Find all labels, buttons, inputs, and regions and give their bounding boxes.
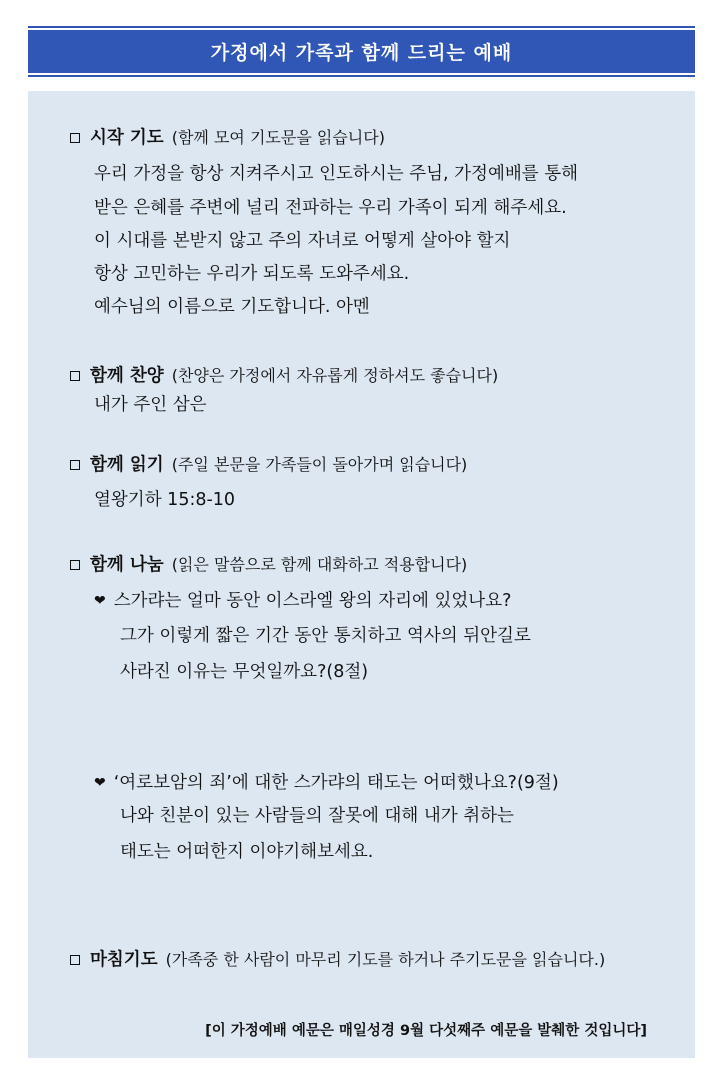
question-text: ‘여로보암의 죄’에 대한 스가랴의 태도는 어떠했나요?(9절): [113, 773, 559, 793]
question-text: 스가랴는 얼마 동안 이스라엘 왕의 자리에 있었나요?: [113, 591, 512, 611]
question-continuation: 나와 친분이 있는 사람들의 잘못에 대해 내가 취하는: [120, 806, 514, 826]
section-opening-heading: [70, 126, 385, 150]
question-continuation: 태도는 어떠한지 이야기해보세요.: [120, 842, 374, 862]
section-label: 함께 찬양: [90, 366, 164, 386]
scripture-reference: 열왕기하 15:8-10: [94, 490, 236, 510]
page-title: 가정에서 가족과 함께 드리는 예배: [28, 30, 695, 73]
heart-icon: ❤: [94, 775, 106, 791]
checkbox-icon: [70, 133, 80, 143]
section-note: (가족중 한 사람이 마무리 기도를 하거나 주기도문을 읽습니다.): [165, 950, 606, 969]
title-banner: [28, 26, 695, 77]
section-closing-heading: [70, 948, 605, 972]
section-label: 시작 기도: [90, 128, 164, 148]
section-label: 함께 읽기: [90, 455, 164, 475]
section-reading-heading: [70, 453, 467, 477]
question-item: [94, 771, 559, 795]
source-note: [이 가정예배 예문은 매일성경 9월 다섯째주 예문을 발췌한 것입니다]: [205, 1023, 647, 1039]
section-sharing-heading: [70, 553, 467, 577]
question-continuation: 그가 이렇게 짧은 기간 동안 통치하고 역사의 뒤안길로: [120, 626, 531, 646]
prayer-line: 이 시대를 본받지 않고 주의 자녀로 어떻게 살아야 할지: [94, 231, 511, 251]
prayer-line: 우리 가정을 항상 지켜주시고 인도하시는 주님, 가정예배를 통해: [94, 164, 579, 184]
section-label: 함께 나눔: [90, 555, 164, 575]
question-item: [94, 589, 511, 613]
checkbox-icon: [70, 460, 80, 470]
checkbox-icon: [70, 955, 80, 965]
content-panel: [28, 91, 695, 1058]
prayer-line: 예수님의 이름으로 기도합니다. 아멘: [94, 297, 370, 317]
checkbox-icon: [70, 560, 80, 570]
section-note: (함께 모여 기도문을 읽습니다): [171, 128, 385, 147]
prayer-line: 항상 고민하는 우리가 되도록 도와주세요.: [94, 264, 410, 284]
checkbox-icon: [70, 371, 80, 381]
question-continuation: 사라진 이유는 무엇일까요?(8절): [120, 662, 369, 682]
section-praise-heading: [70, 364, 498, 388]
heart-icon: ❤: [94, 593, 106, 609]
section-note: (주일 본문을 가족들이 돌아가며 읽습니다): [171, 455, 468, 474]
prayer-line: 받은 은혜를 주변에 널리 전파하는 우리 가족이 되게 해주세요.: [94, 198, 567, 218]
section-label: 마침기도: [90, 950, 158, 970]
section-note: (찬양은 가정에서 자유롭게 정하셔도 좋습니다): [171, 366, 499, 385]
hymn-title: 내가 주인 삼은: [94, 395, 207, 415]
section-note: (읽은 말씀으로 함께 대화하고 적용합니다): [171, 555, 468, 574]
